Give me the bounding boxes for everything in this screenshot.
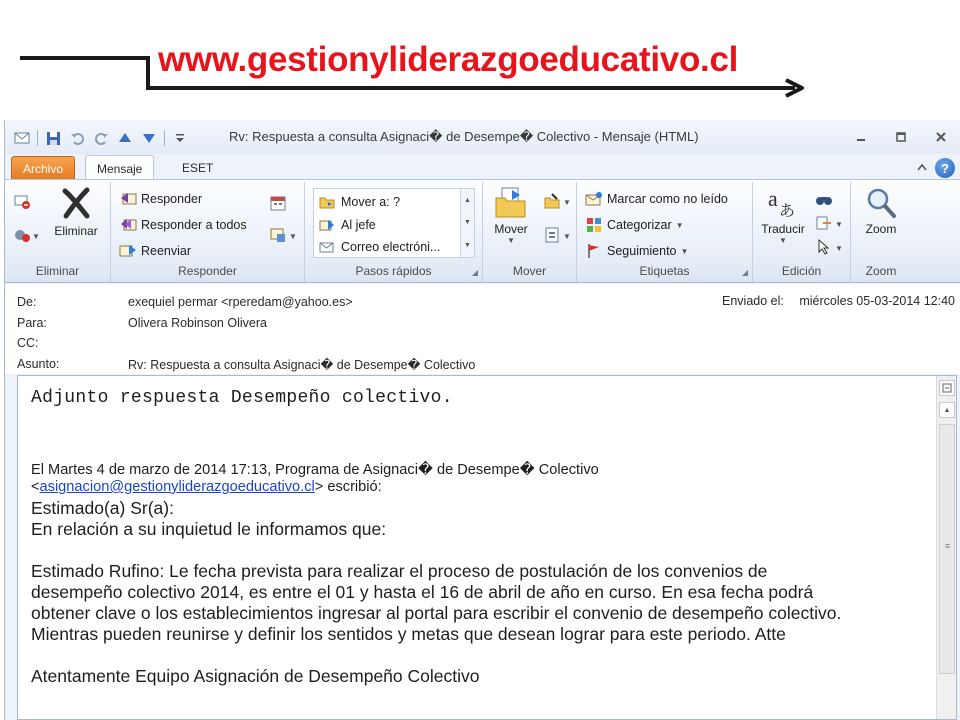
mark-unread-button[interactable] <box>585 190 728 208</box>
subject-label: Asunto: <box>17 357 60 371</box>
forward-icon <box>119 242 137 260</box>
wrote-label: escribió: <box>327 479 382 495</box>
group-label-mover: Mover <box>512 264 547 278</box>
group-label-pasos-rapidos: Pasos rápidos <box>355 264 432 278</box>
to-value[interactable]: Olivera Robinson Olivera <box>128 316 267 330</box>
actions-icon[interactable] <box>543 226 561 244</box>
reply-all-label: Responder a todos <box>141 218 247 232</box>
paragraph-line: Mientras pueden reunirse y definir los sentidos y metas que desean lograr para este periodo. Atte <box>31 624 786 644</box>
translate-label: Traducir <box>761 222 805 236</box>
move-dropdown-icon: ▼ <box>507 236 515 245</box>
message-body-frame <box>17 375 957 720</box>
quick-step-label: Mover a: ? <box>341 195 401 209</box>
zoom-label: Zoom <box>865 222 897 236</box>
categorize-icon <box>585 216 603 234</box>
select-cursor-icon[interactable] <box>815 238 833 256</box>
group-label-zoom: Zoom <box>865 264 897 278</box>
previous-item-icon[interactable] <box>116 129 134 147</box>
translate-icon <box>766 186 800 220</box>
forward-to-manager-icon <box>318 216 336 234</box>
quick-step-to-manager[interactable] <box>318 216 376 234</box>
quick-step-label: Correo electróni... <box>341 240 441 254</box>
delete-label: Eliminar <box>54 224 98 238</box>
tab-eset[interactable]: ESET <box>182 161 214 175</box>
relation-line: En relación a su inquietud le informamos que: <box>31 519 387 539</box>
group-etiquetas <box>577 182 753 282</box>
group-label-etiquetas: Etiquetas <box>639 264 690 278</box>
sender-email-link[interactable]: asignacion@gestionyliderazgoeducativo.cl <box>39 479 315 495</box>
next-item-icon[interactable] <box>140 129 158 147</box>
categorize-button[interactable] <box>585 216 684 234</box>
team-email-icon <box>318 238 336 256</box>
chevron-up-icon[interactable]: ▲ <box>464 196 471 204</box>
paragraph-line: desempeño colectivo 2014, es entre el 01 y hasta el 16 de abril de año en curso. En esa fecha podrá <box>31 582 814 602</box>
vertical-scrollbar[interactable] <box>936 376 956 719</box>
customize-toolbar-icon[interactable] <box>171 129 189 147</box>
toolbar-separator <box>37 130 38 146</box>
tab-archivo[interactable]: Archivo <box>11 156 75 180</box>
title-bar <box>5 120 960 154</box>
paragraph-line: obtener clave o los establecimientos ingresar al portal para escribir el convenio de desempeño colectivo. <box>31 603 842 623</box>
website-url[interactable]: www.gestionyliderazgoeducativo.cl <box>158 40 739 79</box>
delete-button[interactable] <box>47 186 105 238</box>
ribbon-right-controls <box>917 158 955 178</box>
svg-text:a: a <box>768 186 778 211</box>
more-respond-icon[interactable] <box>269 226 287 244</box>
translate-button[interactable] <box>757 186 809 245</box>
flag-icon <box>585 242 603 260</box>
body-paragraph <box>31 561 936 645</box>
sent-info <box>722 294 955 308</box>
move-button[interactable] <box>489 186 533 245</box>
follow-up-dropdown-icon: ▼ <box>680 246 689 256</box>
website-banner <box>0 0 960 118</box>
window-title: Rv: Respuesta a consulta Asignaci� de Desempe� Colectivo - Mensaje (HTML) <box>229 129 699 144</box>
related-icon[interactable] <box>815 214 833 232</box>
save-icon[interactable] <box>44 129 62 147</box>
rules-icon[interactable] <box>543 192 561 210</box>
reply-icon <box>119 190 137 208</box>
quick-step-label: Al jefe <box>341 218 376 232</box>
minimize-button[interactable] <box>841 126 881 148</box>
delete-x-icon <box>59 186 93 220</box>
move-label: Mover <box>494 222 528 236</box>
categorize-label: Categorizar <box>607 218 672 232</box>
message-window <box>4 120 960 720</box>
ribbon-tabs <box>5 154 960 180</box>
chevron-down-icon[interactable]: ▼ <box>464 219 471 227</box>
svg-text:あ: あ <box>779 201 796 220</box>
quick-step-team-email[interactable] <box>318 238 440 256</box>
quote-line-1: El Martes 4 de marzo de 2014 17:13, Programa de Asignaci� de Desempe� Colectivo <box>31 462 599 478</box>
greeting: Estimado(a) Sr(a): <box>31 498 174 518</box>
help-icon[interactable]: ? <box>935 158 955 178</box>
quick-steps-gallery <box>313 188 475 258</box>
from-value[interactable]: exequiel permar <rperedam@yahoo.es> <box>128 295 353 309</box>
scroll-grip-icon[interactable]: ≡ <box>944 541 951 551</box>
close-button[interactable] <box>921 126 960 148</box>
group-label-edicion: Edición <box>781 264 822 278</box>
mark-unread-label: Marcar como no leído <box>607 192 728 206</box>
rules-dropdown-icon[interactable]: ▼ <box>563 198 571 207</box>
minimize-ribbon-icon[interactable] <box>917 162 927 174</box>
group-label-eliminar: Eliminar <box>35 264 80 278</box>
sent-label: Enviado el: <box>722 294 784 308</box>
junk-icon[interactable] <box>13 226 31 244</box>
magnifier-icon <box>864 186 898 220</box>
categorize-dropdown-icon: ▼ <box>675 220 684 230</box>
group-edicion <box>753 182 851 282</box>
outlook-mail-icon[interactable] <box>13 129 31 147</box>
message-header <box>5 284 960 374</box>
gallery-more-icon[interactable]: ▼ <box>464 242 471 250</box>
reply-button[interactable] <box>119 190 202 208</box>
quick-access-toolbar <box>13 128 189 148</box>
message-body[interactable] <box>18 376 936 719</box>
reply-label: Responder <box>141 192 203 206</box>
related-dropdown-icon[interactable]: ▼ <box>835 220 843 229</box>
sent-value: miércoles 05-03-2014 12:40 <box>799 294 955 308</box>
redo-icon[interactable] <box>92 129 110 147</box>
signature: Atentamente Equipo Asignación de Desempeño Colectivo <box>31 666 480 686</box>
translate-dropdown-icon: ▼ <box>779 236 787 245</box>
move-folder-large-icon <box>494 186 528 220</box>
meeting-reply-icon[interactable] <box>269 194 287 212</box>
follow-up-button[interactable] <box>585 242 688 260</box>
window-controls <box>841 126 960 148</box>
to-label: Para: <box>17 316 47 330</box>
dialog-launcher-icon[interactable]: ◢ <box>741 268 748 277</box>
select-dropdown-icon[interactable]: ▼ <box>835 244 843 253</box>
forward-label: Reenviar <box>141 244 192 258</box>
quote-header <box>31 462 936 496</box>
move-folder-icon <box>318 193 336 211</box>
from-label: De: <box>17 295 37 309</box>
scroll-up-icon[interactable]: ▲ <box>939 402 955 418</box>
ignore-icon[interactable] <box>13 192 31 210</box>
toolbar-separator <box>164 130 165 146</box>
quick-steps-scroll[interactable] <box>460 189 474 257</box>
quote-line-2: <asignacion@gestionyliderazgoeducativo.cl> escribió: <box>31 479 382 495</box>
scroll-mode-icon[interactable] <box>939 380 955 396</box>
cc-label: CC: <box>17 336 39 350</box>
group-eliminar <box>5 182 111 282</box>
more-respond-dropdown-icon[interactable]: ▼ <box>289 232 297 241</box>
follow-up-label: Seguimiento <box>607 244 677 258</box>
group-zoom <box>851 182 911 282</box>
mark-unread-icon <box>585 190 603 208</box>
subject-value: Rv: Respuesta a consulta Asignaci� de Desempe� Colectivo <box>128 358 476 372</box>
undo-icon[interactable] <box>68 129 86 147</box>
find-binoculars-icon[interactable] <box>815 190 833 208</box>
tab-mensaje[interactable]: Mensaje <box>85 155 154 181</box>
actions-dropdown-icon[interactable]: ▼ <box>563 232 571 241</box>
reply-all-button[interactable] <box>119 216 247 234</box>
group-pasos-rapidos <box>305 182 483 282</box>
group-responder <box>111 182 305 282</box>
reply-all-icon <box>119 216 137 234</box>
restore-button[interactable] <box>881 126 921 148</box>
paragraph-line: Estimado Rufino: Le fecha prevista para realizar el proceso de postulación de los convenios de <box>31 561 768 581</box>
dialog-launcher-icon[interactable]: ◢ <box>471 268 478 277</box>
junk-dropdown-icon[interactable]: ▼ <box>32 232 40 241</box>
zoom-button[interactable] <box>857 186 905 236</box>
forward-button[interactable] <box>119 242 191 260</box>
quick-step-move-to[interactable] <box>318 193 400 211</box>
group-label-responder: Responder <box>178 264 237 278</box>
body-intro: Adjunto respuesta Desempeño colectivo. <box>31 388 453 408</box>
ribbon <box>5 179 960 283</box>
group-mover <box>483 182 577 282</box>
